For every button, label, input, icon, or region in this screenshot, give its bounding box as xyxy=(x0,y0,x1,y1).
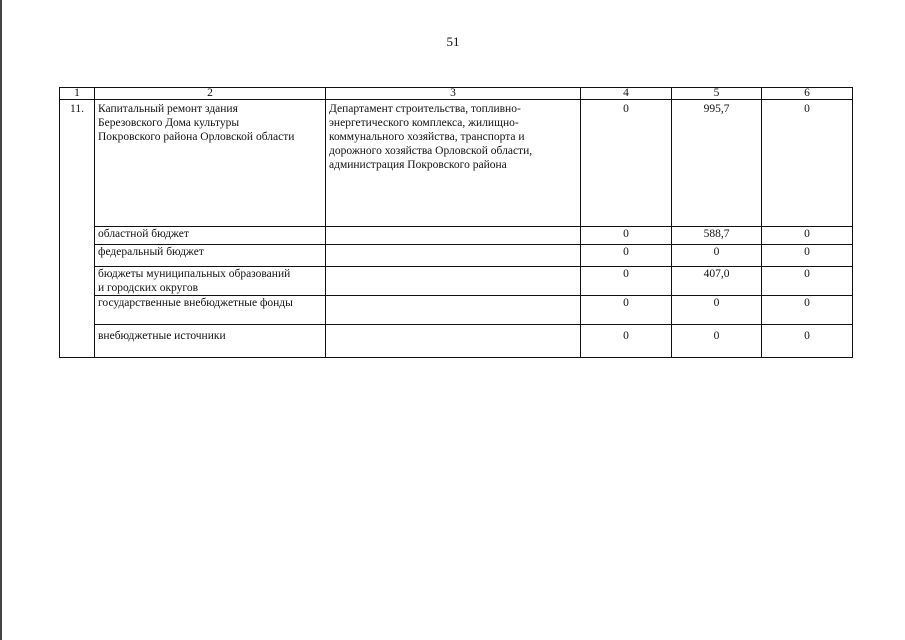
header-cell: 5 xyxy=(672,88,762,100)
value-col4: 0 xyxy=(581,296,672,325)
value-col4: 0 xyxy=(581,325,672,358)
funding-source-name: областной бюджет xyxy=(95,227,326,245)
executor-line: Департамент строительства, топливно- xyxy=(329,103,521,115)
executor-line: энергетического комплекса, жилищно- xyxy=(329,117,519,129)
executor-line: администрация Покровского района xyxy=(329,159,507,171)
value-col6: 0 xyxy=(762,325,853,358)
project-name-line: Березовского Дома культуры xyxy=(98,117,240,129)
value-col5: 588,7 xyxy=(672,227,762,245)
executor-line: коммунального хозяйства, транспорта и xyxy=(329,131,525,143)
value-col5: 407,0 xyxy=(672,267,762,296)
empty-cell xyxy=(326,325,581,358)
value-col4: 0 xyxy=(581,267,672,296)
value-col4: 0 xyxy=(581,100,672,227)
scan-edge xyxy=(0,0,2,640)
value-col5: 0 xyxy=(672,245,762,267)
table-row xyxy=(60,245,853,267)
empty-cell xyxy=(326,296,581,325)
value-col6: 0 xyxy=(762,227,853,245)
project-name-cell xyxy=(95,100,326,227)
budget-table xyxy=(59,87,853,358)
header-cell: 3 xyxy=(326,88,581,100)
funding-source-name: федеральный бюджет xyxy=(95,245,326,267)
table-row xyxy=(60,100,853,227)
header-cell: 1 xyxy=(60,88,95,100)
empty-cell xyxy=(326,245,581,267)
executor-line: дорожного хозяйства Орловской области, xyxy=(329,145,533,157)
funding-source-name: государственные внебюджетные фонды xyxy=(95,296,326,325)
value-col5: 995,7 xyxy=(672,100,762,227)
row-index: 11. xyxy=(60,100,95,358)
table-row xyxy=(60,227,853,245)
value-col6: 0 xyxy=(762,245,853,267)
empty-cell xyxy=(326,227,581,245)
header-cell: 4 xyxy=(581,88,672,100)
table-header-row xyxy=(60,88,853,100)
empty-cell xyxy=(326,267,581,296)
funding-source-name xyxy=(95,267,326,296)
funding-source-line: и городских округов xyxy=(98,282,198,294)
value-col5: 0 xyxy=(672,296,762,325)
value-col6: 0 xyxy=(762,100,853,227)
table-row xyxy=(60,267,853,296)
executor-cell xyxy=(326,100,581,227)
table-row xyxy=(60,325,853,358)
project-name-line: Капитальный ремонт здания xyxy=(98,103,238,115)
value-col4: 0 xyxy=(581,245,672,267)
project-name-line: Покровского района Орловской области xyxy=(98,131,295,143)
value-col4: 0 xyxy=(581,227,672,245)
header-cell: 2 xyxy=(95,88,326,100)
value-col5: 0 xyxy=(672,325,762,358)
funding-source-name: внебюджетные источники xyxy=(95,325,326,358)
value-col6: 0 xyxy=(762,296,853,325)
table-row xyxy=(60,296,853,325)
header-cell: 6 xyxy=(762,88,853,100)
value-col6: 0 xyxy=(762,267,853,296)
funding-source-line: бюджеты муниципальных образований xyxy=(98,268,291,280)
page-number: 51 xyxy=(446,34,460,49)
